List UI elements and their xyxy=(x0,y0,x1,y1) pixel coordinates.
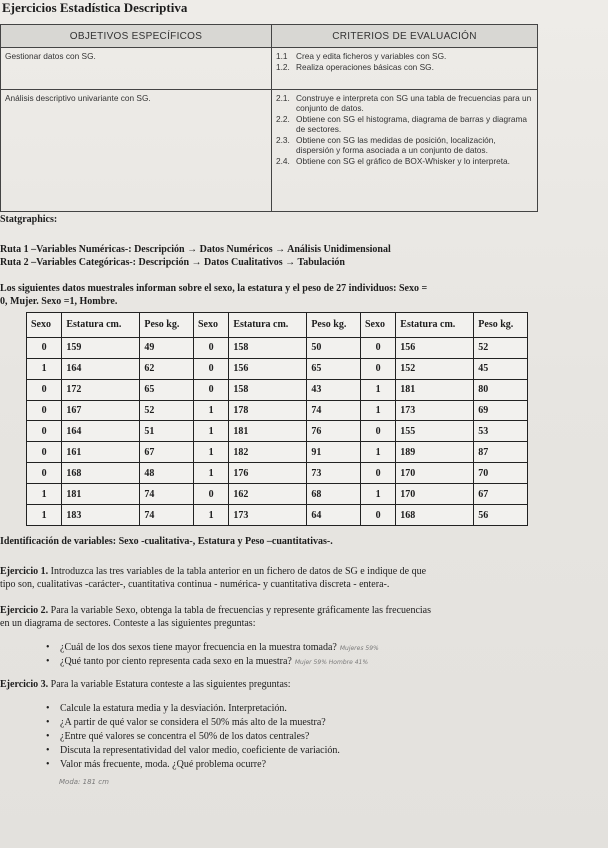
criteria-cell: 1.1 Crea y edita ficheros y variables con SG. 1.2. Realiza operaciones básicas con SG. xyxy=(272,48,538,90)
table-cell: 0 xyxy=(193,484,228,505)
table-cell: 67 xyxy=(140,442,194,463)
table-cell: 52 xyxy=(474,337,528,358)
objective-cell: Análisis descriptivo univariante con SG. xyxy=(1,90,272,212)
ruta-1: Ruta 1 –Variables Numéricas-: Descripción → Datos Numéricos → Análisis Unidimensional xyxy=(0,244,391,255)
exercise-3-question: • Discuta la representatividad del valor medio, coeficiente de variación. xyxy=(60,745,340,756)
table-cell: 161 xyxy=(62,442,140,463)
table-cell: 182 xyxy=(229,442,307,463)
table-row xyxy=(27,442,528,463)
exercise-1: Ejercicio 1. Introduzca las tres variables de la tabla anterior en un fichero de datos de SG e indique de que xyxy=(0,566,427,577)
table-cell: 1 xyxy=(193,421,228,442)
table-cell: 70 xyxy=(474,463,528,484)
table-cell: 91 xyxy=(307,442,361,463)
table-cell: 51 xyxy=(140,421,194,442)
table-cell: 0 xyxy=(27,400,62,421)
exercise-3-question: • Valor más frecuente, moda. ¿Qué problema ocurre? xyxy=(60,759,266,770)
table-cell: 1 xyxy=(193,505,228,526)
table-cell: 0 xyxy=(27,379,62,400)
table-cell: 158 xyxy=(229,337,307,358)
table-cell: 0 xyxy=(193,337,228,358)
table-cell: 62 xyxy=(140,358,194,379)
table-cell: 0 xyxy=(27,337,62,358)
table-cell: 0 xyxy=(27,421,62,442)
table-cell: 1 xyxy=(360,379,395,400)
table-cell: 48 xyxy=(140,463,194,484)
intro-line-1: Los siguientes datos muestrales informan sobre el sexo, la estatura y el peso de 27 individuos: Sexo = xyxy=(0,283,428,294)
objective-cell: Gestionar datos con SG. xyxy=(1,48,272,90)
table-cell: 189 xyxy=(396,442,474,463)
table-cell: 52 xyxy=(140,400,194,421)
table-cell: 45 xyxy=(474,358,528,379)
table-row xyxy=(27,400,528,421)
table-cell: 0 xyxy=(360,505,395,526)
intro-line-2: 0, Mujer. Sexo =1, Hombre. xyxy=(0,296,118,307)
objectives-table xyxy=(0,24,538,212)
table-row xyxy=(27,484,528,505)
table-cell: 1 xyxy=(193,442,228,463)
table-cell: 156 xyxy=(396,337,474,358)
table-row xyxy=(27,358,528,379)
table-cell: 53 xyxy=(474,421,528,442)
table-cell: 1 xyxy=(360,484,395,505)
table-cell: 181 xyxy=(62,484,140,505)
ruta-2: Ruta 2 –Variables Categóricas-: Descripción → Datos Cualitativos → Tabulación xyxy=(0,257,345,268)
table-cell: 168 xyxy=(62,463,140,484)
table-cell: 158 xyxy=(229,379,307,400)
table-cell: 80 xyxy=(474,379,528,400)
table-cell: 178 xyxy=(229,400,307,421)
criteria-cell: 2.1. Construye e interpreta con SG una tabla de frecuencias para un conjunto de datos. 2.2. Obtiene con SG el histograma, diagrama de barras y diagrama de sectores. 2.3. Obtiene con SG las medidas de posición, localización, dispersión y forma asociada a un conjunto de datos. 2.4. Obtiene con SG el gráfico de BOX-Whisker y lo interpreta. xyxy=(272,90,538,212)
table-cell: 56 xyxy=(474,505,528,526)
table-cell: 162 xyxy=(229,484,307,505)
table-row xyxy=(27,505,528,526)
table-cell: 50 xyxy=(307,337,361,358)
table-cell: 159 xyxy=(62,337,140,358)
table-cell: 87 xyxy=(474,442,528,463)
table-cell: 64 xyxy=(307,505,361,526)
table-cell: 0 xyxy=(360,337,395,358)
exercise-2-question: • ¿Cuál de los dos sexos tiene mayor frecuencia en la muestra tomada? Mujeres 59% xyxy=(60,642,379,653)
exercise-2-line-2: en un diagrama de sectores. Conteste a las siguientes preguntas: xyxy=(0,618,256,629)
exercise-2: Ejercicio 2. Para la variable Sexo, obtenga la tabla de frecuencias y represente gráficamente las frecuencias xyxy=(0,605,431,616)
exercise-3-question: • ¿Entre qué valores se concentra el 50% de los datos centrales? xyxy=(60,731,309,742)
table-cell: 74 xyxy=(140,484,194,505)
table-cell: 49 xyxy=(140,337,194,358)
table-cell: 1 xyxy=(27,505,62,526)
data-table-header: Sexo Estatura cm. Peso kg. Sexo Estatura cm. Peso kg. Sexo Estatura cm. Peso kg. xyxy=(27,313,528,338)
table-cell: 0 xyxy=(360,463,395,484)
table-cell: 1 xyxy=(27,358,62,379)
table-cell: 167 xyxy=(62,400,140,421)
objectives-header: OBJETIVOS ESPECÍFICOS xyxy=(1,25,272,48)
data-table xyxy=(26,312,528,526)
table-cell: 173 xyxy=(229,505,307,526)
table-cell: 73 xyxy=(307,463,361,484)
table-cell: 176 xyxy=(229,463,307,484)
page-title: Ejercicios Estadística Descriptiva xyxy=(2,0,188,15)
table-cell: 168 xyxy=(396,505,474,526)
exercise-3-question: • Calcule la estatura media y la desviación. Interpretación. xyxy=(60,703,287,714)
table-cell: 0 xyxy=(360,421,395,442)
criteria-header: CRITERIOS DE EVALUACIÓN xyxy=(272,25,538,48)
table-cell: 155 xyxy=(396,421,474,442)
table-cell: 65 xyxy=(140,379,194,400)
table-cell: 156 xyxy=(229,358,307,379)
table-cell: 0 xyxy=(27,442,62,463)
table-cell: 183 xyxy=(62,505,140,526)
table-cell: 43 xyxy=(307,379,361,400)
table-cell: 181 xyxy=(229,421,307,442)
table-row xyxy=(27,379,528,400)
exercise-3-question: • ¿A partir de qué valor se considera el 50% más alto de la muestra? xyxy=(60,717,326,728)
table-row xyxy=(27,337,528,358)
table-cell: 1 xyxy=(193,400,228,421)
exercise-1-line-2: tipo son, cualitativas -carácter-, cuantitativa continua - numérica- y cuantitativa discreta - entera-. xyxy=(0,579,390,590)
table-cell: 0 xyxy=(360,358,395,379)
table-cell: 170 xyxy=(396,484,474,505)
exercise-2-question: • ¿Qué tanto por ciento representa cada sexo en la muestra? Mujer 59% Hombre 41% xyxy=(60,656,368,667)
table-cell: 172 xyxy=(62,379,140,400)
table-cell: 68 xyxy=(307,484,361,505)
table-cell: 181 xyxy=(396,379,474,400)
table-cell: 67 xyxy=(474,484,528,505)
table-cell: 1 xyxy=(193,463,228,484)
table-cell: 164 xyxy=(62,421,140,442)
table-row xyxy=(27,463,528,484)
table-cell: 1 xyxy=(360,442,395,463)
variable-identification: Identificación de variables: Sexo -cualitativa-, Estatura y Peso –cuantitativas-. xyxy=(0,536,333,547)
table-cell: 164 xyxy=(62,358,140,379)
table-cell: 74 xyxy=(140,505,194,526)
table-cell: 1 xyxy=(360,400,395,421)
statgraphics-heading: Statgraphics: xyxy=(0,214,58,225)
table-cell: 76 xyxy=(307,421,361,442)
table-cell: 152 xyxy=(396,358,474,379)
table-cell: 0 xyxy=(193,358,228,379)
table-cell: 170 xyxy=(396,463,474,484)
table-cell: 0 xyxy=(27,463,62,484)
handwritten-note: Moda: 181 cm xyxy=(59,778,109,786)
table-cell: 1 xyxy=(27,484,62,505)
table-cell: 65 xyxy=(307,358,361,379)
table-cell: 69 xyxy=(474,400,528,421)
exercise-3: Ejercicio 3. Para la variable Estatura conteste a las siguientes preguntas: xyxy=(0,679,291,690)
table-cell: 74 xyxy=(307,400,361,421)
table-cell: 0 xyxy=(193,379,228,400)
table-cell: 173 xyxy=(396,400,474,421)
table-row xyxy=(27,421,528,442)
